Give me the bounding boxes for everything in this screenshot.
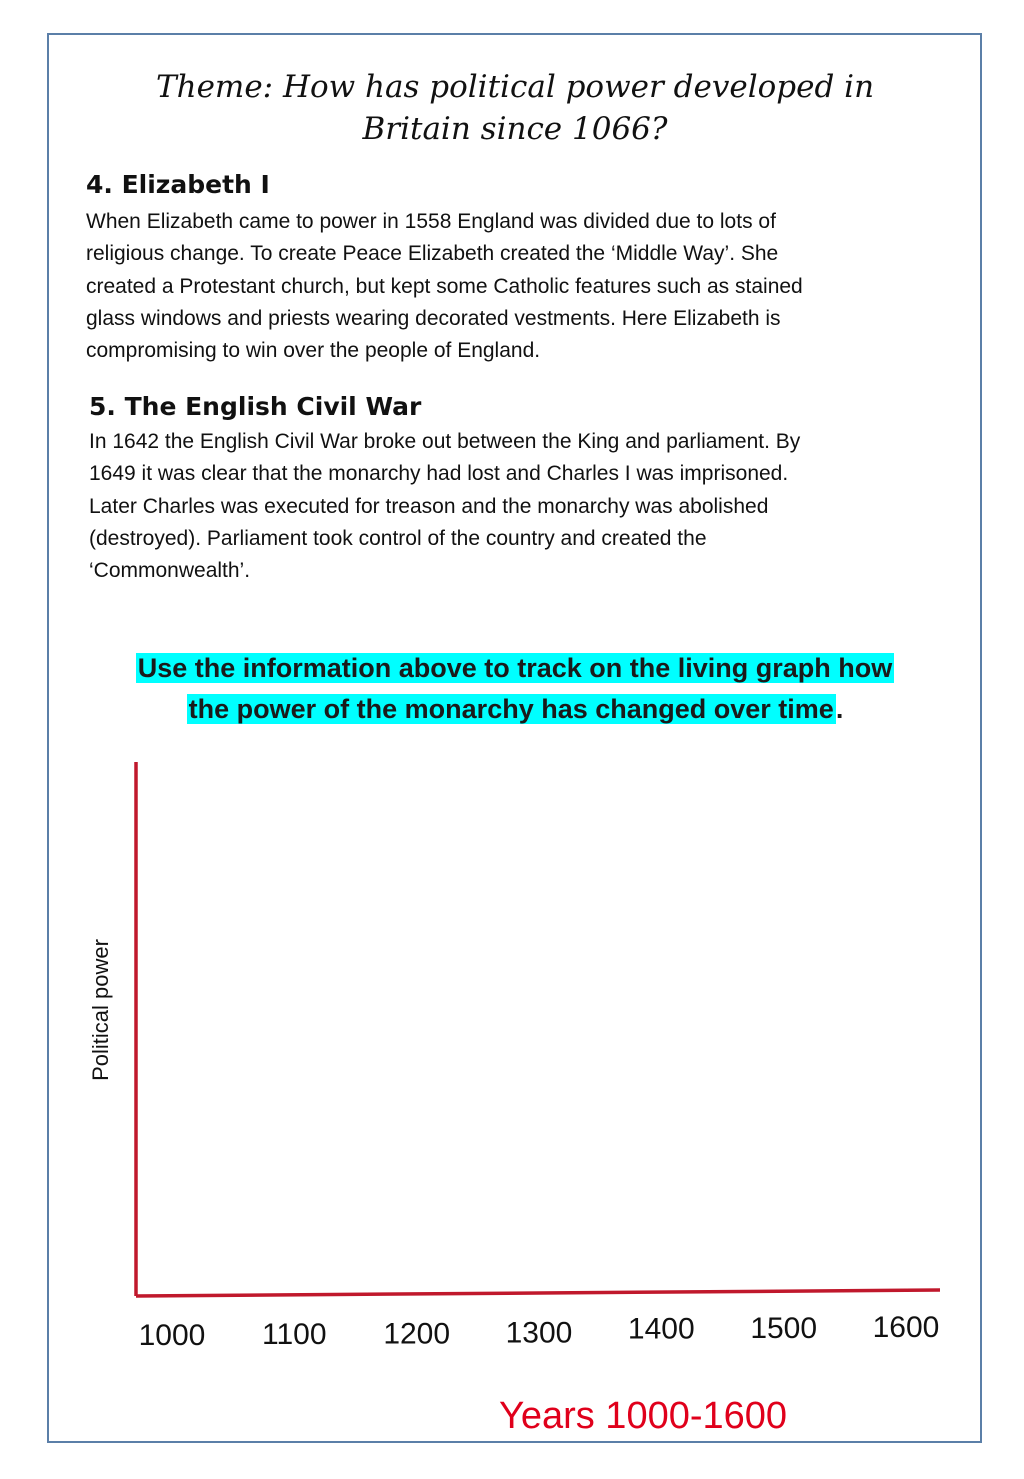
theme-line-2: Britain since 1066? bbox=[362, 111, 668, 147]
section-4-line: When Elizabeth came to power in 1558 England was divided due to lots of bbox=[86, 210, 776, 233]
section-4-title: 4. Elizabeth I bbox=[86, 170, 270, 199]
x-tick-label: 1000 bbox=[138, 1319, 206, 1352]
theme-line-1: Theme: How has political power developed in bbox=[155, 69, 875, 105]
instruction-period: . bbox=[835, 694, 844, 724]
y-axis-label: Political power bbox=[88, 939, 113, 1081]
instruction-line-1: Use the information above to track on the living graph how bbox=[137, 653, 893, 683]
section-5-line: ‘Commonwealth’. bbox=[89, 559, 251, 583]
x-tick-label: 1600 bbox=[872, 1311, 940, 1344]
x-axis-line bbox=[136, 1290, 940, 1296]
x-tick-label: 1100 bbox=[262, 1318, 327, 1352]
section-4-line: compromising to win over the people of England. bbox=[86, 339, 541, 363]
section-5-line: 1649 it was clear that the monarchy had lost and Charles I was imprisoned. bbox=[89, 462, 789, 486]
section-4-line: created a Protestant church, but kept some Catholic features such as stained bbox=[86, 274, 803, 298]
section-4-line: glass windows and priests wearing decorated vestments. Here Elizabeth is bbox=[86, 306, 781, 330]
section-4-line: religious change. To create Peace Elizabeth created the ‘Middle Way’. She bbox=[86, 242, 779, 266]
section-5-line: In 1642 the English Civil War broke out between the King and parliament. By bbox=[89, 430, 801, 453]
x-tick-labels bbox=[139, 1311, 940, 1352]
x-tick-label: 1200 bbox=[383, 1317, 451, 1351]
x-axis-label: Years 1000-1600 bbox=[498, 1395, 788, 1437]
x-tick-label: 1300 bbox=[505, 1316, 573, 1350]
x-tick-label: 1500 bbox=[750, 1311, 818, 1345]
section-5-line: Later Charles was executed for treason and the monarchy was abolished bbox=[89, 494, 769, 518]
section-5-line: (destroyed). Parliament took control of the country and created the bbox=[89, 526, 707, 550]
section-5-title: 5. The English Civil War bbox=[89, 392, 422, 421]
instruction-line-2: the power of the monarchy has changed over time bbox=[188, 694, 834, 724]
x-tick-label: 1400 bbox=[627, 1312, 695, 1346]
